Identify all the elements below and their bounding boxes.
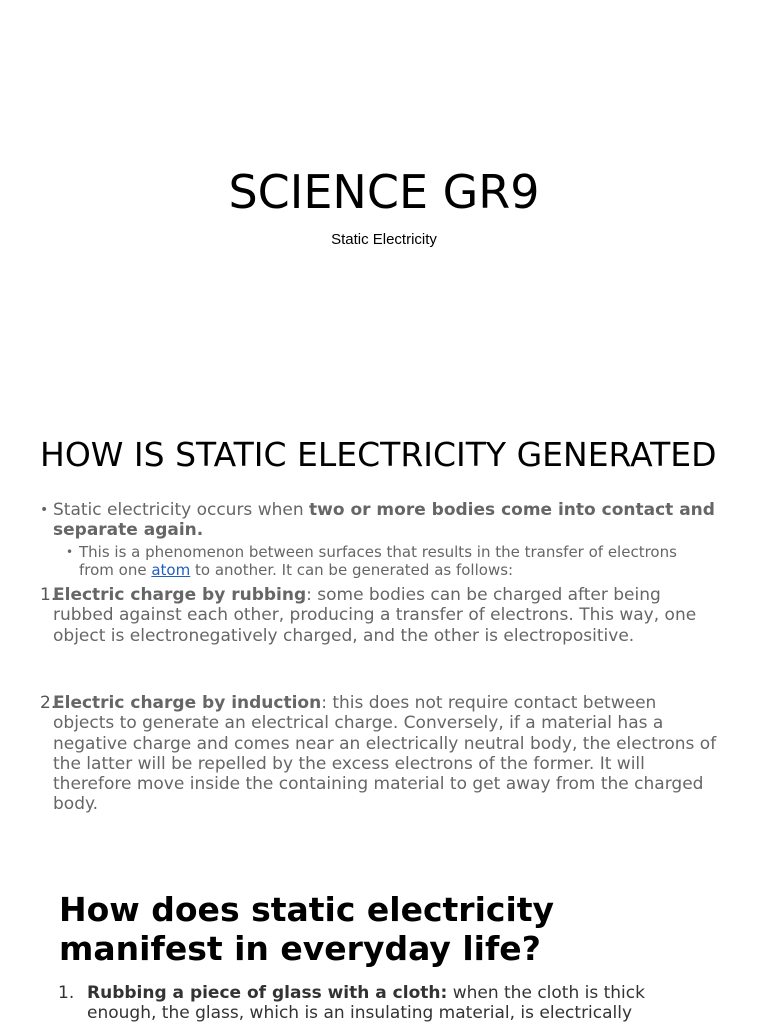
list-item-glass [58, 983, 718, 1023]
bullet-static-electricity [40, 500, 730, 540]
sub-bullet-phenomenon [66, 543, 706, 579]
list-number: 2. [40, 693, 57, 713]
section-heading: HOW IS STATIC ELECTRICITY GENERATED [40, 435, 717, 474]
sub-bullet-text [79, 543, 706, 579]
bullet-text-plain: Static electricity occurs when [53, 500, 310, 520]
slide-title: SCIENCE GR9 [228, 165, 540, 219]
list-item-bold: Electric charge by rubbing [53, 585, 307, 605]
everyday-heading: How does static electricity manifest in everyday life? [59, 890, 555, 968]
list-item-text [53, 585, 720, 646]
slide-subtitle: Static Electricity [331, 231, 437, 248]
list-item-bold: Rubbing a piece of glass with a cloth: [87, 983, 448, 1003]
list-number: 1. [40, 585, 57, 605]
list-item-text [87, 983, 718, 1023]
bullet-text [53, 500, 730, 540]
list-item-body: : some bodies can be charged after being rubbed against each other, producing a transfer of electrons. This way, one object is electronegatively charged, and the other is electropositive. [53, 585, 697, 646]
atom-link[interactable]: atom [151, 561, 191, 579]
bullet-dot-icon: • [40, 502, 49, 518]
list-item-body: : this does not require contact between objects to generate an electrical charge. Conversely, if a material has a negative charge and comes near an electrically neutral body, the electrons of the latter will be repelled by the excess electrons of the former. It will therefore move inside the containing material to get away from the charged body. [53, 693, 717, 815]
list-item-text [53, 693, 720, 815]
bullet-text-bold: two or more bodies come into contact and separate again. [53, 500, 715, 540]
sub-bullet-text-after: to another. It can be generated as follows: [190, 561, 514, 579]
sub-bullet-dot-icon: • [66, 545, 74, 559]
list-item-bold: Electric charge by induction [53, 693, 322, 713]
sub-bullet-text-before: This is a phenomenon between surfaces that results in the transfer of electrons from one [79, 543, 677, 579]
list-item-rubbing [40, 585, 720, 646]
list-item-body: when the cloth is thick enough, the glass, which is an insulating material, is electrically [87, 983, 645, 1023]
list-item-induction [40, 693, 720, 815]
list-number: 1. [58, 983, 75, 1003]
